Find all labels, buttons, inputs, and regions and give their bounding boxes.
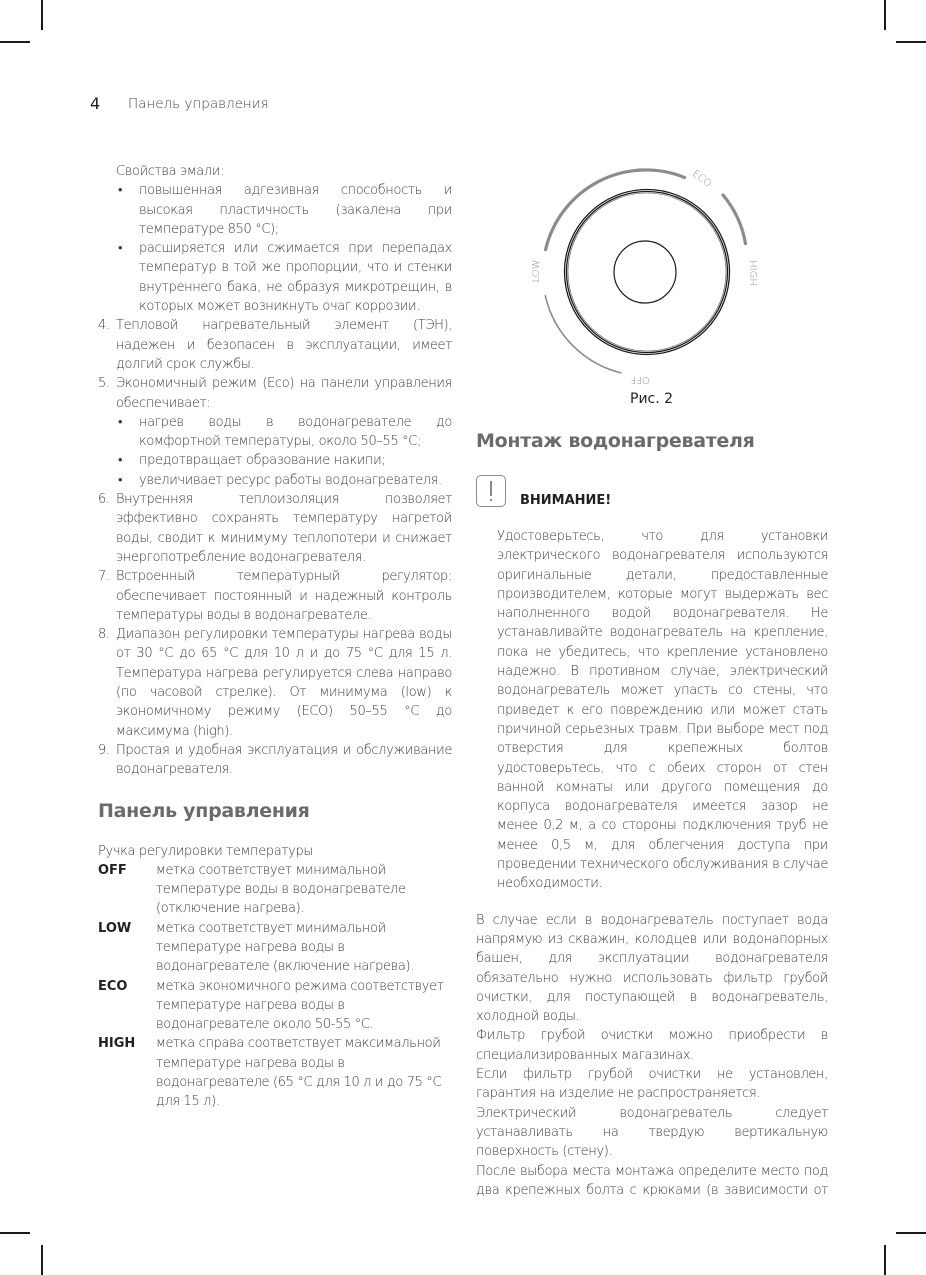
dial-inner-circle xyxy=(614,241,676,303)
section-heading-installation: Монтаж водонагревателя xyxy=(476,430,755,452)
dial-label-eco: ECO xyxy=(689,168,714,190)
left-column xyxy=(98,162,452,1112)
installation-paragraphs xyxy=(476,911,828,1200)
section-heading-control-panel: Панель управления xyxy=(98,799,310,822)
crop-mark xyxy=(0,41,30,43)
bullet-icon: • xyxy=(118,414,123,430)
dial-outer-ring xyxy=(565,190,730,355)
numbered-item: 8. Диапазон регулировки температуры нагрева воды от 30 °C до 65 °C для 10 л и до 75 °C для 15 л. Температура нагрева регулируется слева направо (по часовой стрелке). От минимума (low) к экономичному режиму (ECO) 50–55 °C до максимума (high). xyxy=(98,627,452,739)
thermostat-dial-figure xyxy=(518,155,768,395)
dial-label-low: LOW xyxy=(531,259,542,283)
dial-arc-low-eco xyxy=(546,170,685,250)
warning-exclamation-icon xyxy=(476,475,506,507)
list-item: • нагрев воды в водонагревателе до комфортной температуры, около 50–55 °C; xyxy=(118,414,452,450)
dial-label-off: OFF xyxy=(630,374,650,385)
paragraph: В случае если в водонагреватель поступает вода напрямую из скважин, колодцев или водонапорных башен, для эксплуатации водонагревателя обязательно нужно использовать фильтр грубой очистки, для поступающей в водонагреватель, холодной воды. xyxy=(476,912,828,1025)
numbered-item: 6. Внутренняя теплоизоляция позволяет эффективно сохранять температуру нагретой воды, сводит к минимуму теплопотери и снижает энергопотребление водонагревателя. xyxy=(98,492,452,565)
figure-caption: Рис. 2 xyxy=(630,391,674,407)
paragraph: Фильтр грубой очистки можно приобрести в специализированных магазинах. xyxy=(476,1028,828,1063)
bullet-icon: • xyxy=(118,453,123,469)
warning-block xyxy=(476,469,828,509)
enamel-intro: Свойства эмали: xyxy=(116,164,225,179)
numbered-item: 9. Простая и удобная эксплуатация и обслуживание водонагревателя. xyxy=(98,742,452,778)
crop-mark xyxy=(884,0,886,30)
definition-high: HIGH метка справа соответствует максимальной температуре нагрева воды в водонагревателе (65 °C для 10 л и до 75 °C для 15 л). xyxy=(98,1036,442,1110)
list-item: • увеличивает ресурс работы водонагревателя. xyxy=(98,471,452,490)
paragraph: После выбора места монтажа определите место под два крепежных болта с крюками (в зависимости от xyxy=(476,1163,828,1198)
definition-low: LOW метка соответствует минимальной температуре нагрева воды в водонагревателе (включение нагрева). xyxy=(98,920,415,975)
crop-mark xyxy=(896,1232,926,1234)
running-title: Панель управления xyxy=(128,96,269,112)
dial-label-high: HIGH xyxy=(747,260,758,286)
right-column xyxy=(476,429,828,1200)
definition-off: OFF метка соответствует минимальной температуре воды в водонагревателе (отключение нагрева). xyxy=(98,862,406,917)
numbered-item: 4. Тепловой нагревательный элемент (ТЭН), надежен и безопасен в эксплуатации, имеет долгий срок службы. xyxy=(98,318,452,372)
crop-mark xyxy=(41,0,43,30)
knob-intro: Ручка регулировки температуры xyxy=(98,843,314,859)
paragraph: Если фильтр грубой очистки не установлен, гарантия на изделие не распространяется. xyxy=(476,1067,828,1102)
list-item: • расширяется или сжимается при перепадах температур в той же пропорции, что и стенки внутреннего бака, не образуя микротрещин, в которых может возникнуть очаг коррозии. xyxy=(118,241,452,315)
dial-arc-off-low xyxy=(545,296,621,373)
warning-title: ВНИМАНИЕ! xyxy=(520,493,612,508)
crop-mark xyxy=(896,41,926,43)
crop-mark xyxy=(41,1245,43,1275)
list-item: • повышенная адгезивная способность и высокая пластичность (закалена при температуре 850 °C); xyxy=(118,183,452,237)
definition-eco: ECO метка экономичного режима соответствует температуре нагрева воды в водонагревателе около 50-55 °C. xyxy=(98,978,444,1033)
numbered-item: 7. Встроенный температурный регулятор: обеспечивает постоянный и надежный контроль температуры воды в водонагревателе. xyxy=(98,569,452,623)
dial-arc-eco-high xyxy=(723,195,746,244)
page-number: 4 xyxy=(90,94,101,113)
paragraph: Электрический водонагреватель следует устанавливать на твердую вертикальную поверхность (стену). xyxy=(476,1105,828,1160)
crop-mark xyxy=(0,1232,30,1234)
bullet-icon: • xyxy=(118,183,123,199)
crop-mark xyxy=(884,1245,886,1275)
bullet-icon: • xyxy=(118,241,123,257)
bullet-icon: • xyxy=(118,472,123,488)
warning-body: Удостоверьтесь, что для установки электрического водонагревателя используются оригинальные детали, предоставленные производителем, которые могут выдержать вес наполненного водой водонагревателя. Не устанавливайте водонагреватель на крепление, пока не убедитесь, что крепление установлено надежно. В противном случае, электрический водонагреватель может упасть со стены, что приведет к его повреждению или может стать причиной серьезных травм. При выборе мест под отверстия для крепежных болтов удостоверьтесь, что с обеих сторон от стен ванной комнаты или другого помещения до корпуса водонагревателя имеется зазор не менее 0,2 м, а со стороны подключения труб не менее 0,5 м, для облегчения доступа при проведении технического обслуживания в случае необходимости. xyxy=(497,529,828,892)
numbered-item: 5. Экономичный режим (Eco) на панели управления обеспечивает: xyxy=(98,376,452,411)
list-item: • предотвращает образование накипи; xyxy=(98,451,452,470)
